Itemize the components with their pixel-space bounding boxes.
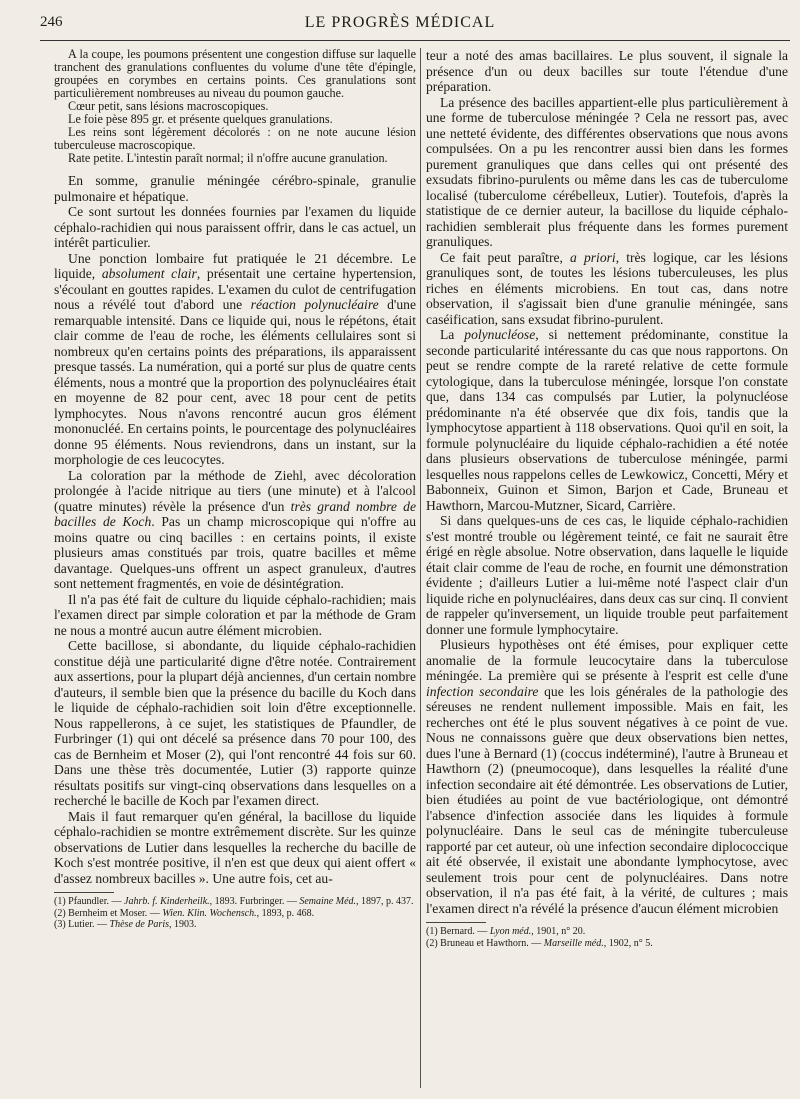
column-divider: [420, 48, 421, 1088]
body-paragraph: Une ponction lombaire fut pratiquée le 21 décembre. Le liquide, absolument clair, présentait une certaine hypertension, s'écoulant en gouttes rapides. L'examen du culot de centrifugation nous a révélé tout d'abord une réaction polynucléaire d'une remarquable intensité. Dans ce liquide qui, nous le répétons, était clair comme de l'eau de roche, les éléments cellulaires sont si nombreux qu'en certains points des préparations, ils apparaissent presque tassés. La numération, qui a porté sur plus de quatre cents éléments, nous a montré que la proportion des polynucléaires était en moyenne de 82 pour cent, avec 18 pour cent de petits lymphocytes. Nous n'avons rencontré aucun gros élément mononucléé. En certains points, le pourcentage des polynucléaires donne 95 éléments. Nous reviendrons, dans un instant, sur la morphologie de ces leucocytes.: [54, 250, 416, 467]
autopsy-paragraph: Cœur petit, sans lésions macroscopiques.: [68, 99, 269, 113]
right-column: [426, 48, 788, 949]
body-paragraph: Ce fait peut paraître, a priori, très logique, car les lésions granuliques sont, de toutes les lésions tuberculeuses, les plus riches en éléments microbiens. En tout cas, dans notre observation, il s'agissait bien d'une granulie méningée, sans caséification, sans exsudat fibrino-purulent.: [426, 249, 788, 327]
journal-title: LE PROGRÈS MÉDICAL: [304, 14, 496, 31]
body-paragraph: La polynucléose, si nettement prédominante, constitue la seconde particularité intéressante du cas que nous rapportons. On peut se rendre compte de la rareté relative de cette formule cytologique, dans la tuberculose méningée, lorsque l'on constate que, dans 134 cas compulsés par Lutier, la polynucléose prédominante n'a été observée que dix fois, tandis que la lymphocytose appartient à 118 observations. Quoi qu'il en soit, la formule polynucléaire du liquide céphalo-rachidien a été notée dans plusieurs observations de tuberculose méningée, parmi lesquelles nous rappelons celles de Lewkowicz, Concetti, Méry et Babonneix, Guinon et Simon, Barjon et Cade, Bruneau et Hawthorn, Marcou-Mutzner, Sicard, Carrière.: [426, 327, 788, 513]
body-paragraph: En somme, granulie méningée cérébro-spinale, granulie pulmonaire et hépatique.: [54, 173, 416, 204]
page-number: 246: [40, 14, 63, 30]
page-header: [0, 14, 800, 34]
body-paragraph: La présence des bacilles appartient-elle plus particulièrement à une forme de tuberculose méningée ? Cela ne ressort pas, avec une netteté évidente, des différentes observations que nous avons compulsées. On a pu les rencontrer aussi bien dans les formes purement granuliques que dans celles qui ont présenté des exsudats fibrino-purulents ou même dans les cas de tuberculome localisé (tuberculome cérébelleux, Lutier). Toutefois, d'après la statistique de ce dernier auteur, la bacillose du liquide céphalo-rachidien semblerait plus fréquente dans les formes purement granuliques.: [426, 94, 788, 249]
body-paragraph: Mais il faut remarquer qu'en général, la bacillose du liquide céphalo-rachidien se montre extrêmement discrète. Sur les quinze observations de Lutier dans lesquelles la recherche du bacille de Koch s'est montrée positive, il n'en est que deux qui aient offert « d'assez nombreux bacilles ». Une autre fois, cet au-: [54, 808, 416, 886]
body-paragraph: Si dans quelques-uns de ces cas, le liquide céphalo-rachidien s'est montré trouble ou légèrement teinté, ce fait ne saurait être érigé en règle absolue. Notre observation, dans laquelle le liquide était clair comme de l'eau de roche, en fournit une démonstration évidente ; d'ailleurs Lutier a lui-même noté l'aspect clair d'un liquide riche en polynucléaires, dans deux cas sur cinq. Il convient de rappeler qu'inversement, un liquide trouble peut parfaitement donner une formule lymphocytaire.: [426, 513, 788, 637]
footnote-rule: [54, 892, 114, 893]
footnote-rule: [426, 922, 486, 923]
footnote: (2) Bernheim et Moser. — Wien. Klin. Wochensch., 1893, p. 468.: [54, 907, 315, 919]
body-paragraph: teur a noté des amas bacillaires. Le plus souvent, il signale la présence d'un ou deux bacilles sur toute l'étendue d'une préparation.: [426, 48, 788, 94]
autopsy-paragraph: A la coupe, les poumons présentent une congestion diffuse sur laquelle tranchent des granulations confluentes du volume d'une tête d'épingle, groupées en corymbes en certains points. Ces granulations sont particulièrement nombreuses au niveau du poumon gauche.: [54, 47, 416, 100]
autopsy-paragraph: Le foie pèse 895 gr. et présente quelques granulations.: [68, 112, 333, 126]
body-paragraph: La coloration par la méthode de Ziehl, avec décoloration prolongée à l'acide nitrique au tiers (une minute) et à l'alcool (quatre minutes) révèle la présence d'un très grand nombre de bacilles de Koch. Pas un champ microscopique qui n'offre au moins quatre ou cinq bacilles : en certains points, il existe plusieurs amas constitués par trois, quatre bacilles et même davantage. Quelques-uns offrent un aspect granuleux, d'autres sont nettement fragmentés, en voie de désintégration.: [54, 467, 417, 591]
autopsy-paragraph: Les reins sont légèrement décolorés : on ne note aucune lésion tuberculeuse macroscopique.: [54, 125, 416, 152]
body-paragraph: Plusieurs hypothèses ont été émises, pour expliquer cette anomalie de la formule leucocytaire dans la tuberculose méningée. La première qui se présente à l'esprit est celle d'une infection secondaire que les lois générales de la pathologie des séreuses ne rendent nullement impossible. Mais en fait, les recherches ont été le plus souvent négatives à ce point de vue. Nous ne connaissons guère que deux observations bien nettes, dues l'une à Bernard (1) (coccus indéterminé), l'autre à Bruneau et Hawthorn (2) (pneumocoque), dans lesquelles la réalité d'une infection secondaire ait été démontrée. Les observations de Lutier, bien étudiées au point de vue bactériologique, ont démontré l'absence d'infection associée dans les liquides à formule polynucléaire. Dans le seul cas de méningite tuberculeuse rapporté par cet auteur, où une infection secondaire diplococcique ait été observée, il existait une abondante lymphocytose, avec seulement trois pour cent de polynucléaires. Dans notre observation, il n'a pas été fait, à la vérité, de cultures ; mais l'examen direct n'a révélé la présence d'aucun élément microbien: [426, 637, 788, 916]
body-paragraph: Il n'a pas été fait de culture du liquide céphalo-rachidien; mais l'examen direct par simple coloration et par la méthode de Gram ne nous a montré aucun autre élément microbien.: [54, 591, 416, 638]
footnote: (1) Bernard. — Lyon méd., 1901, n° 20.: [426, 926, 586, 937]
body-paragraph: Cette bacillose, si abondante, du liquide céphalo-rachidien constitue déjà une particularité digne d'être notée. Contrairement aux assertions, pour la plupart déjà anciennes, d'un certain nombre d'auteurs, il semble bien que la présence du bacille du Koch dans le liquide de céphalo-rachidien soit loin d'être exceptionnelle. Nous rappellerons, à ce sujet, les statistiques de Pfaundler, de Furbringer (1) qui ont décelé sa présence dans 70 pour 100, des cas de Bernheim et Moser (2), qui l'ont rencontré 44 fois sur 60. Dans une thèse très documentée, Lutier (3) rapporte quinze résultats positifs sur vingt-cinq observations dans lesquelles on a recherché le bacille de Koch par l'examen direct.: [54, 638, 416, 808]
footnote: (1) Pfaundler. — Jahrb. f. Kinderheilk., 1893. Furbringer. — Semaine Méd., 1897, p. 437.: [54, 896, 414, 907]
footnote: (3) Lutier. — Thèse de Paris, 1903.: [54, 919, 197, 930]
left-column: [54, 48, 416, 931]
autopsy-paragraph: Rate petite. L'intestin paraît normal; il n'offre aucune granulation.: [68, 151, 388, 165]
footnote: (2) Bruneau et Hawthorn. — Marseille méd., 1902, n° 5.: [426, 937, 653, 949]
body-paragraph: Ce sont surtout les données fournies par l'examen du liquide céphalo-rachidien qui nous paraissent offrir, dans le cas actuel, un intérêt particulier.: [54, 204, 416, 250]
header-rule: [40, 40, 790, 41]
